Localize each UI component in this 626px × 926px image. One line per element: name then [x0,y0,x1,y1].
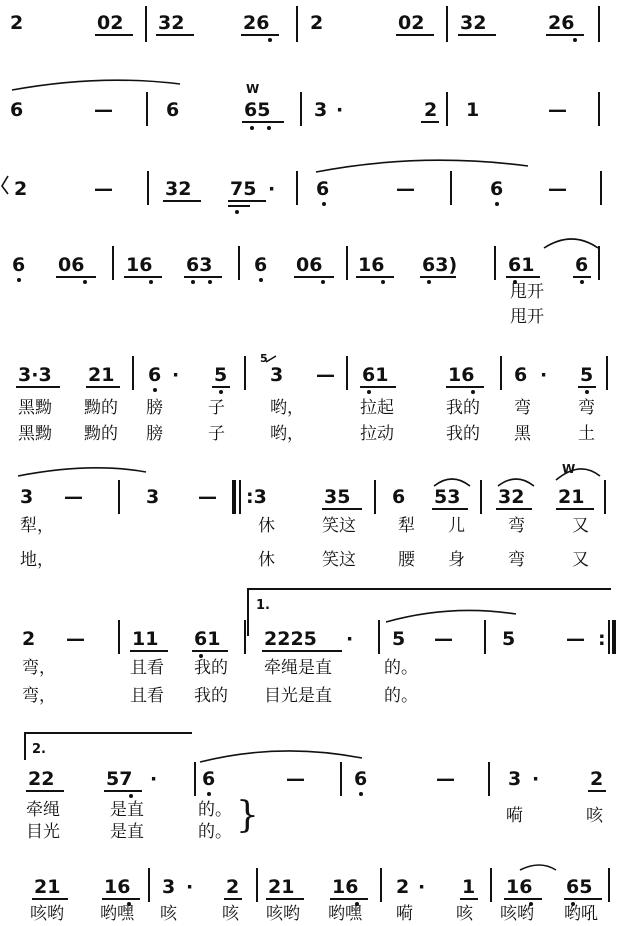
lyric: 弯 [578,398,595,418]
dot-aug: · [346,628,354,650]
dash: — [94,99,113,121]
lyric: 又 [572,516,589,536]
note: 02 [398,12,425,34]
note: 1 [466,99,480,121]
lyric: 哟嘿 [328,904,362,924]
lyric: 且看 [130,658,164,678]
dash: — [548,99,567,121]
lyric: 哟嘿 [100,904,134,924]
note: 61 [508,254,535,276]
lyric: 弯， [22,658,56,678]
lyric: 犁， [20,516,54,536]
lyric: 咳哟 [500,904,534,924]
grace-mark: W [246,82,260,96]
lyric: 子 [208,424,225,444]
dash: — [316,364,335,386]
dash: — [396,178,415,200]
lyric: 哟， [270,424,304,444]
lyric: 我的 [446,398,480,418]
note: 26 [243,12,270,34]
note: 2 [22,628,36,650]
note: 6 [514,364,528,386]
note: 3 [508,768,522,790]
grace-mark: W [562,462,576,476]
note: 32 [498,486,525,508]
note: 16 [104,876,131,898]
note: :3 [246,486,267,508]
note: 6 [12,254,26,276]
note: 3·3 [18,364,52,386]
brace: } [236,795,259,836]
lyric: 咳 [160,904,177,924]
lyric: 嗬 [506,806,523,826]
lyric: 目光 [26,822,60,842]
slur-arc [266,356,276,362]
note: 32 [158,12,185,34]
note: 57 [106,768,133,790]
note: 16 [358,254,385,276]
tie-arc [200,751,362,762]
grace-note: 5 [260,352,268,365]
dash: — [434,628,453,650]
lyric: 甩开 [510,282,544,302]
dot-aug: · [172,364,180,386]
note: 6 [354,768,368,790]
note: 32 [460,12,487,34]
tie-arc [316,160,528,172]
lyric: 腰 [398,550,415,570]
note: 63 [186,254,213,276]
note: 6 [166,99,180,121]
lyric: 咳 [222,904,239,924]
slur-arc [434,479,470,486]
note: 5 [392,628,406,650]
lyric: 笑这 [322,550,356,570]
lyric: 子 [208,398,225,418]
slur-arc [544,239,598,248]
lyric: 嗬 [396,904,413,924]
note: 65 [244,99,271,121]
lyric: 我的 [194,658,228,678]
volta-label: 2. [32,742,46,757]
lyric: 目光是直 [264,686,332,706]
note: 3 [146,486,160,508]
note: 22 [28,768,55,790]
note: 16 [448,364,475,386]
lyric: 弯 [508,516,525,536]
dot-aug: · [186,876,194,898]
note: 75 [230,178,257,200]
lyric: 弯 [514,398,531,418]
dot-aug: · [540,364,548,386]
note: 6 [392,486,406,508]
note: 6 [254,254,268,276]
lyric: 休 [258,550,275,570]
lyric: 拉起 [360,398,394,418]
note: 3 [270,364,284,386]
lyric: 的。 [198,800,232,820]
note: 6 [148,364,162,386]
note: 5 [580,364,594,386]
lyric: 我的 [446,424,480,444]
dot-aug: · [418,876,426,898]
note: 6 [490,178,504,200]
note: 3 [20,486,34,508]
note: 2 [226,876,240,898]
lyric: 弯 [508,550,525,570]
note: 2 [10,12,24,34]
dot-aug: · [336,99,344,121]
note: 63) [422,254,458,276]
bracket-mark [2,176,8,194]
dash: — [286,768,305,790]
lyric: 咳哟 [30,904,64,924]
lyric: 且看 [130,686,164,706]
note: 32 [165,178,192,200]
dash: — [64,486,83,508]
tie-arc [386,610,516,622]
note: 06 [296,254,323,276]
lyric: 牵绳 [26,800,60,820]
note: 2 [590,768,604,790]
note: 16 [332,876,359,898]
note: 65 [566,876,593,898]
lyric: 咳 [456,904,473,924]
tie-arc [18,468,146,476]
note: 2 [14,178,28,200]
lyric: 休 [258,516,275,536]
note: 2 [396,876,410,898]
slur-arc [520,865,556,870]
note: 61 [194,628,221,650]
dot-aug: · [532,768,540,790]
lyric: 黑 [514,424,531,444]
lyric: 拉动 [360,424,394,444]
note: 61 [362,364,389,386]
note: 53 [434,486,461,508]
lyric: 又 [572,550,589,570]
lyric: 甩开 [510,307,544,327]
note: 16 [506,876,533,898]
dash: — [66,628,85,650]
lyric: 的。 [384,658,418,678]
lyric: 地， [20,550,54,570]
dash: — [436,768,455,790]
tie-arc [12,80,180,90]
lyric: 黝的 [84,424,118,444]
lyric: 黑黝 [18,424,52,444]
lyric: 的。 [198,822,232,842]
note: 02 [97,12,124,34]
note: 6 [10,99,24,121]
repeat-dots: : [598,628,606,650]
note: 5 [214,364,228,386]
note: 3 [314,99,328,121]
lyric: 哟， [270,398,304,418]
note: 6 [575,254,589,276]
note: 6 [316,178,330,200]
lyric: 弯， [22,686,56,706]
dot-aug: · [268,178,276,200]
lyric: 笑这 [322,516,356,536]
note: 16 [126,254,153,276]
note: 06 [58,254,85,276]
lyric: 是直 [110,822,144,842]
note: 11 [132,628,159,650]
note: 21 [558,486,585,508]
note: 3 [162,876,176,898]
note: 2225 [264,628,317,650]
dash: — [548,178,567,200]
lyric: 膀 [146,424,163,444]
dash: — [566,628,585,650]
note: 1 [462,876,476,898]
lyric: 咳 [586,806,603,826]
lyric: 咳哟 [266,904,300,924]
lyric: 牵绳是直 [264,658,332,678]
note: 21 [88,364,115,386]
note: 2 [310,12,324,34]
lyric: 我的 [194,686,228,706]
dash: — [94,178,113,200]
lyric: 身 [448,550,465,570]
lyric: 犁 [398,516,415,536]
lyric: 土 [578,424,595,444]
dash: — [198,486,217,508]
note: 2 [424,99,438,121]
lyric: 儿 [448,516,465,536]
note: 21 [34,876,61,898]
lyric: 哟吼 [564,904,598,924]
note: 26 [548,12,575,34]
dot-aug: · [150,768,158,790]
lyric: 膀 [146,398,163,418]
lyric: 黝的 [84,398,118,418]
lyric: 的。 [384,686,418,706]
slur-arc [498,479,534,486]
note: 21 [268,876,295,898]
note: 6 [202,768,216,790]
lyric: 是直 [110,800,144,820]
volta-label: 1. [256,598,270,613]
slur-arc [556,469,600,480]
lyric: 黑黝 [18,398,52,418]
note: 35 [324,486,351,508]
note: 5 [502,628,516,650]
